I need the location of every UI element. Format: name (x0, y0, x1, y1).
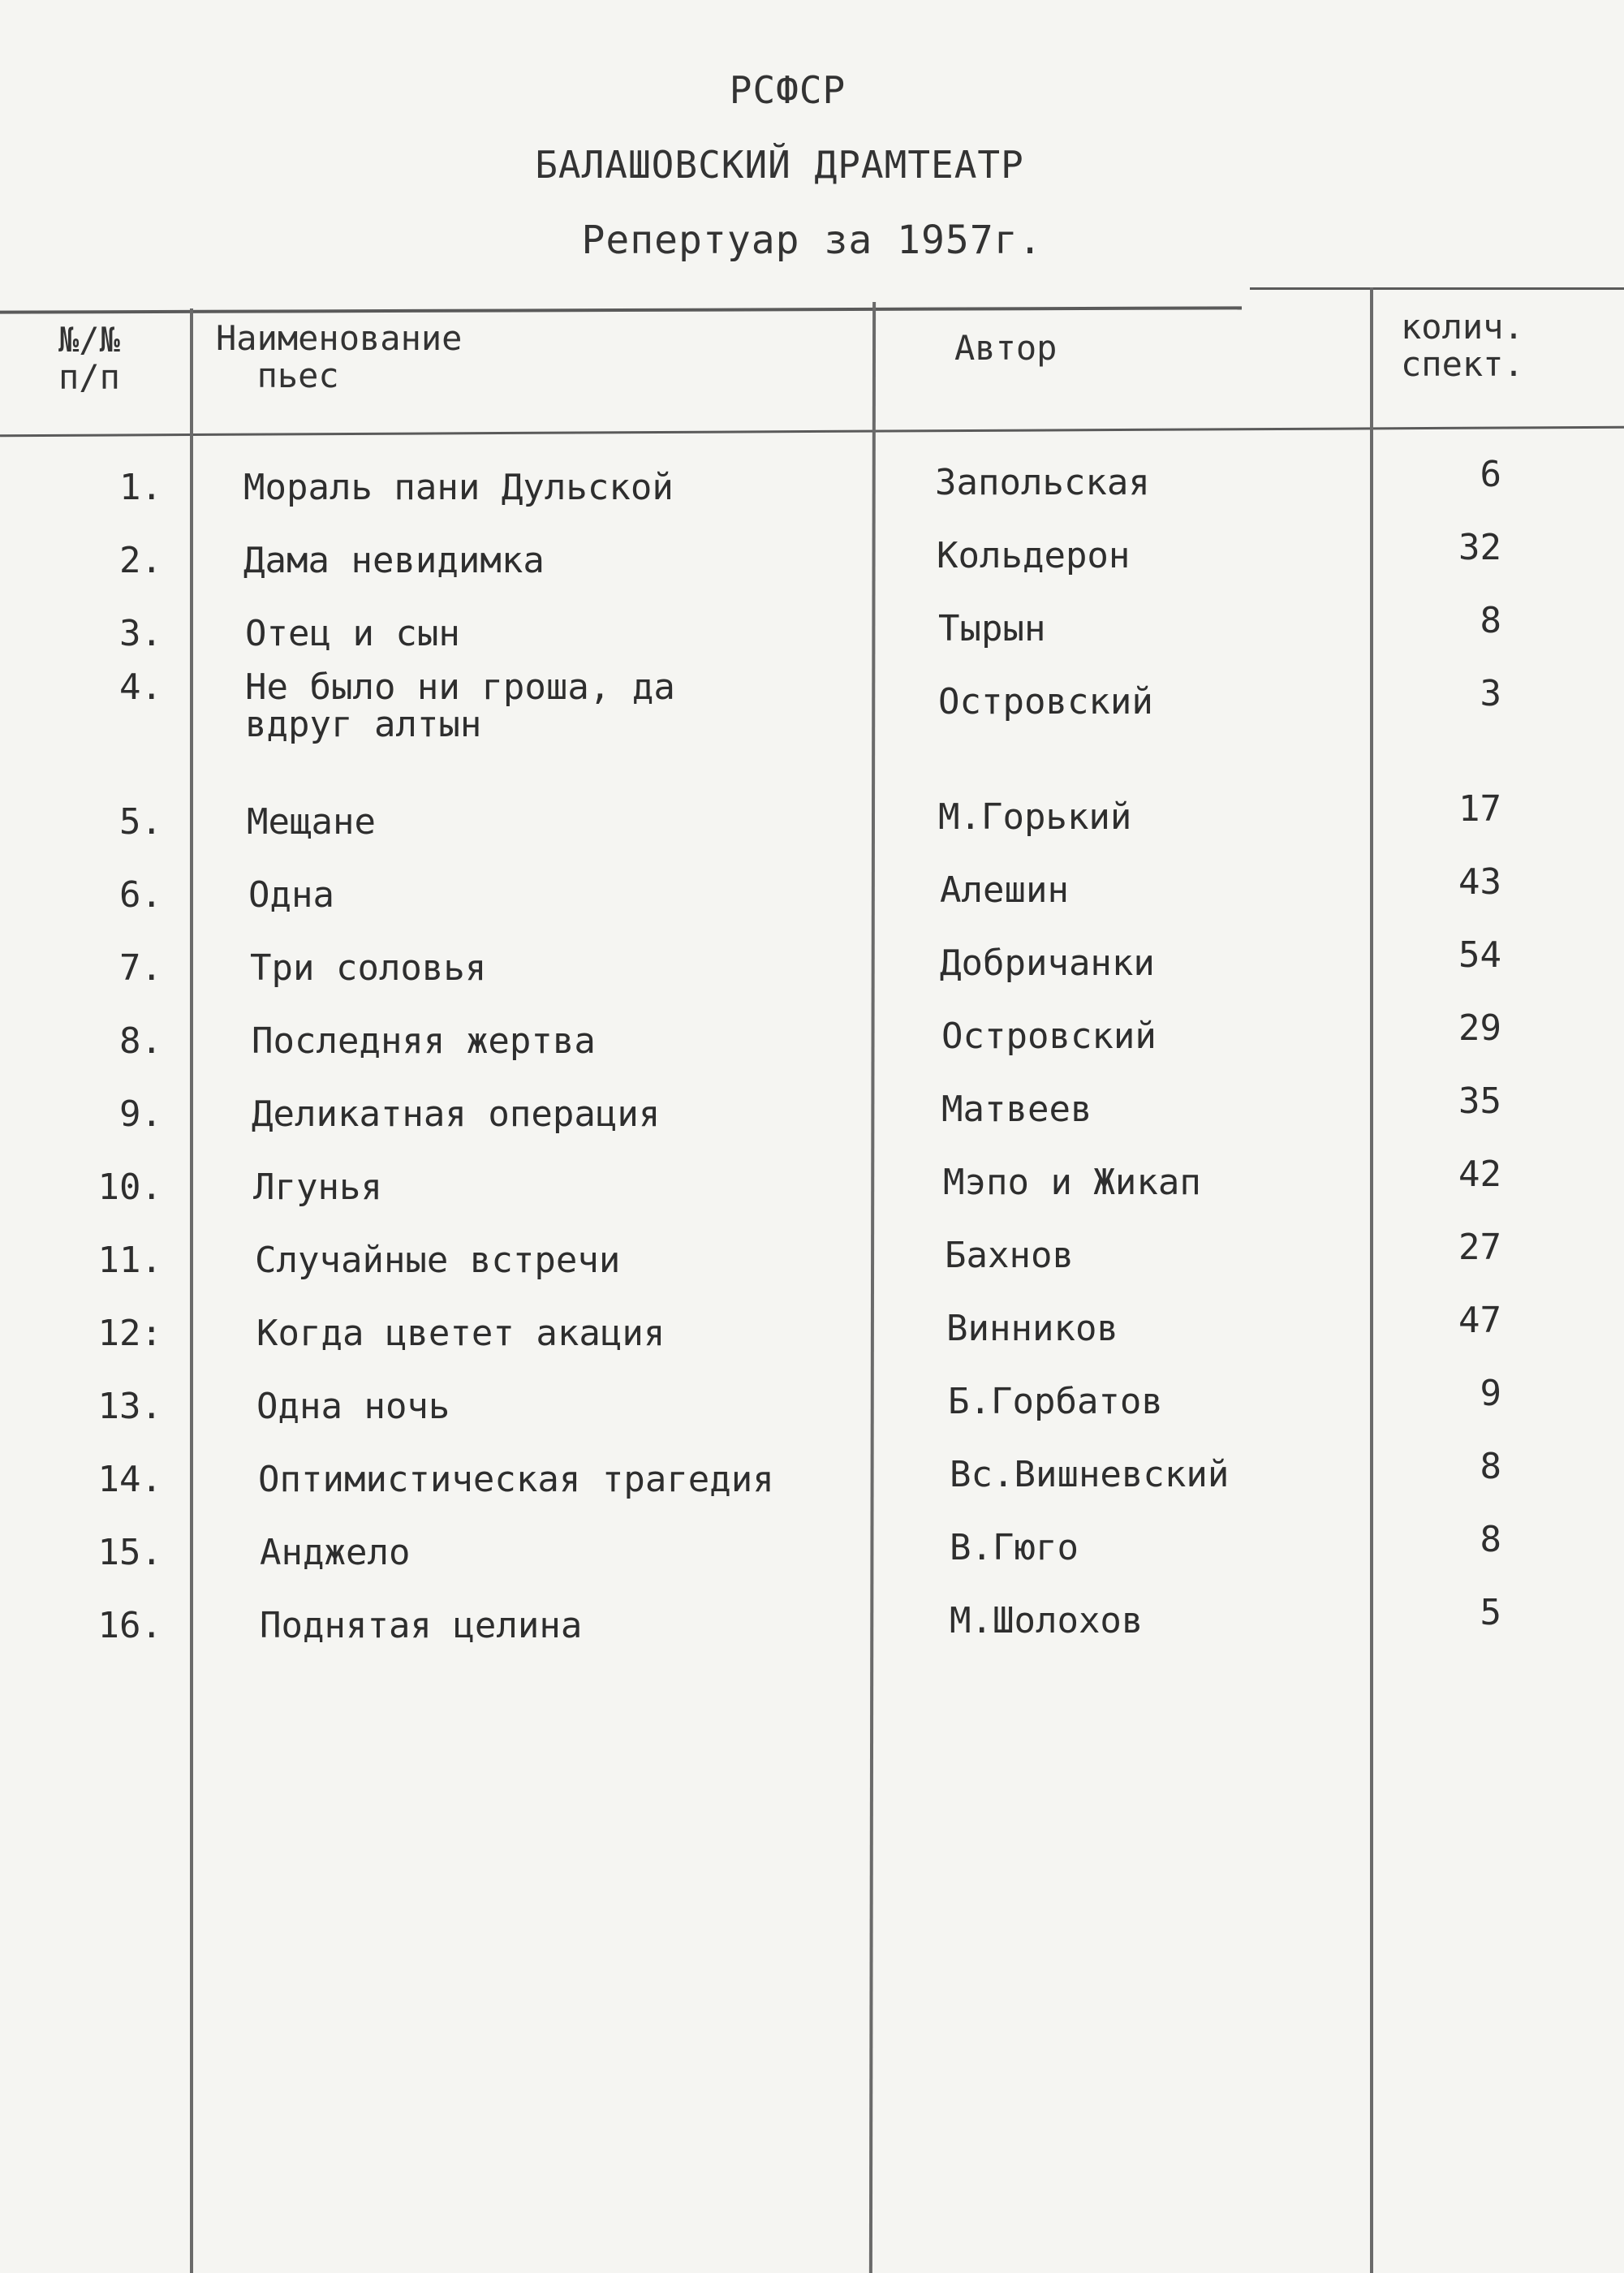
row-number: 4. (119, 666, 162, 708)
column-divider-2 (869, 302, 876, 2273)
row-play-title: Отец и сын (245, 613, 460, 654)
row-author: Вс.Вишневский (950, 1454, 1230, 1495)
table-top-rule (0, 306, 1242, 313)
row-author: Запольская (935, 462, 1150, 503)
row-play-title: Последняя жертва (252, 1020, 596, 1062)
row-performance-count: 17 (1458, 788, 1501, 830)
row-author: Островский (938, 681, 1153, 722)
row-performance-count: 8 (1480, 600, 1501, 641)
row-play-title: Три соловья (250, 947, 487, 989)
header-repertoire: Репертуар за 1957г. (581, 218, 1043, 263)
row-play-title: Анджело (260, 1532, 411, 1573)
row-number: 9. (119, 1093, 162, 1135)
row-author: Б.Горбатов (948, 1381, 1163, 1422)
row-number: 11. (97, 1240, 162, 1281)
row-number: 12: (97, 1313, 162, 1354)
row-author: М.Шолохов (950, 1600, 1144, 1641)
row-number: 2. (119, 540, 162, 581)
row-author: Винников (946, 1308, 1118, 1349)
row-play-title: Не было ни гроша, да вдруг алтын (245, 666, 675, 745)
column-header-title: Наименование пьес (216, 318, 463, 395)
row-performance-count: 32 (1458, 527, 1501, 568)
row-performance-count: 27 (1458, 1227, 1501, 1268)
row-author: Кольдерон (937, 535, 1131, 576)
header-country: РСФСР (729, 68, 846, 112)
row-number: 7. (119, 947, 162, 989)
row-number: 13. (97, 1386, 162, 1427)
row-number: 5. (119, 801, 162, 843)
row-play-title: Когда цветет акация (256, 1313, 666, 1354)
row-performance-count: 35 (1458, 1080, 1501, 1122)
row-performance-count: 43 (1458, 861, 1501, 903)
row-author: Добричанки (940, 942, 1155, 984)
row-number: 16. (97, 1605, 162, 1646)
row-play-title: Случайные встречи (255, 1240, 621, 1281)
row-performance-count: 9 (1480, 1373, 1501, 1414)
column-header-number: №/№ п/п (58, 320, 120, 397)
row-performance-count: 3 (1480, 673, 1501, 714)
row-play-title: Лгунья (253, 1167, 382, 1208)
row-play-title: Одна (248, 874, 334, 916)
row-play-title: Дама невидимка (243, 540, 545, 581)
row-number: 8. (119, 1020, 162, 1062)
row-performance-count: 8 (1480, 1519, 1501, 1560)
column-divider-3 (1370, 287, 1373, 2273)
row-number: 3. (119, 613, 162, 654)
row-play-title: Поднятая целина (260, 1605, 583, 1646)
row-performance-count: 6 (1480, 454, 1501, 495)
table-header-rule (0, 426, 1624, 437)
row-number: 14. (97, 1459, 162, 1500)
table-top-rule-right (1250, 287, 1624, 290)
row-performance-count: 29 (1458, 1007, 1501, 1049)
row-performance-count: 47 (1458, 1300, 1501, 1341)
row-number: 1. (119, 467, 162, 508)
row-number: 15. (97, 1532, 162, 1573)
column-header-count: колич. спект. (1401, 307, 1524, 384)
row-performance-count: 8 (1480, 1446, 1501, 1487)
row-play-title: Одна ночь (256, 1386, 450, 1427)
row-play-title: Мещане (247, 801, 376, 843)
row-performance-count: 5 (1480, 1592, 1501, 1633)
row-play-title: Мораль пани Дульской (243, 467, 674, 508)
row-author: Матвеев (941, 1089, 1092, 1130)
row-author: В.Гюго (950, 1527, 1079, 1568)
header-theatre: БАЛАШОВСКИЙ ДРАМТЕАТР (535, 143, 1024, 187)
row-play-title: Оптимистическая трагедия (258, 1459, 774, 1500)
row-author: Островский (941, 1016, 1157, 1057)
row-number: 10. (97, 1167, 162, 1208)
row-performance-count: 54 (1458, 934, 1501, 976)
row-performance-count: 42 (1458, 1154, 1501, 1195)
column-header-author: Автор (954, 328, 1058, 368)
row-author: Мэпо и Жикап (943, 1162, 1201, 1203)
row-author: М.Горький (938, 796, 1132, 838)
row-number: 6. (119, 874, 162, 916)
row-author: Тырын (938, 608, 1046, 649)
row-play-title: Деликатная операция (252, 1093, 661, 1135)
row-author: Бахнов (945, 1235, 1074, 1276)
column-divider-1 (190, 308, 193, 2273)
row-author: Алешин (940, 869, 1069, 911)
